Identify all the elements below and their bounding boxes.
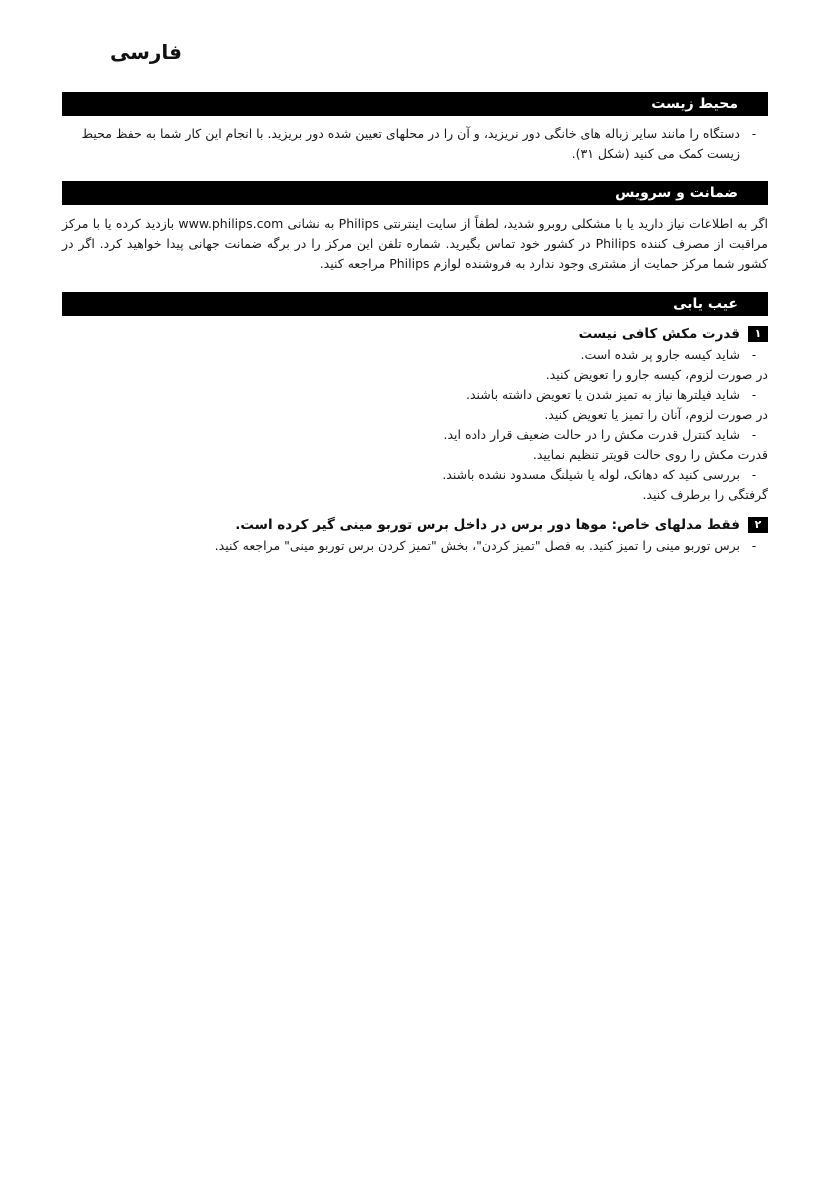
solution-text: گرفتگی را برطرف کنید. bbox=[642, 487, 768, 502]
solution-line bbox=[62, 365, 768, 385]
solution-line bbox=[62, 445, 768, 465]
solution-text: شاید کیسه جارو پر شده است. bbox=[580, 347, 740, 362]
bullet-dash: - bbox=[751, 467, 757, 482]
solution-text: بررسی کنید که دهانک، لوله یا شیلنگ مسدود نشده باشند. bbox=[442, 467, 740, 482]
environment-text: دستگاه را مانند سایر زباله های خانگی دور نریزید، و آن را در محلهای تعیین شده دور بریزید. با انجام این کار شما به حفظ محیط زیست کمک می کنید (شکل ۳۱). bbox=[81, 126, 740, 161]
solution-line bbox=[62, 385, 768, 405]
solution-text: شاید کنترل قدرت مکش را در حالت ضعیف قرار داده اید. bbox=[443, 427, 740, 442]
problem-title bbox=[62, 514, 768, 536]
problem-title bbox=[62, 323, 768, 345]
bullet-dash: - bbox=[751, 347, 757, 362]
solution-line bbox=[62, 485, 768, 505]
solution-line bbox=[62, 465, 768, 485]
section-heading-environment: محیط زیست bbox=[62, 92, 768, 116]
page-language-title: فارسی bbox=[110, 40, 183, 64]
bullet-dash: - bbox=[751, 427, 757, 442]
problem-item bbox=[62, 514, 768, 556]
solution-text: در صورت لزوم، آنان را تمیز یا تعویض کنید. bbox=[544, 407, 768, 422]
solution-text: قدرت مکش را روی حالت قویتر تنظیم نمایید. bbox=[532, 447, 768, 462]
solution-text: برس توربو مینی را تمیز کنید. به فصل "تمیز کردن"، بخش "تمیز کردن برس توربو مینی" مراجعه کنید. bbox=[214, 538, 740, 553]
solution-line bbox=[62, 345, 768, 365]
problem-title-text: فقط مدلهای خاص: موها دور برس در داخل برس توربو مینی گیر کرده است. bbox=[235, 517, 740, 533]
problem-title-text: قدرت مکش کافی نیست bbox=[578, 326, 740, 342]
solution-text: در صورت لزوم، کیسه جارو را تعویض کنید. bbox=[545, 367, 768, 382]
bullet-dash: - bbox=[751, 387, 757, 402]
bullet-dash: - bbox=[751, 126, 757, 141]
problem-number-badge: ۲ bbox=[748, 517, 768, 533]
section-heading-troubleshooting: عیب یابی bbox=[62, 292, 768, 316]
solution-line bbox=[62, 536, 768, 556]
warranty-paragraph: اگر به اطلاعات نیاز دارید یا با مشکلی روبرو شدید، لطفاً از سایت اینترنتی Philips به نشانی www.philips.com بازدید کرده یا با مرکز مراقبت از مصرف کننده Philips در کشور خود تماس بگیرید. شماره تلفن این مرکز را در برگه ضمانت جهانی پیدا خواهید کرد. اگر در کشور شما مرکز حمایت از مشتری وجود ندارد به فروشنده لوازم Philips مراجعه کنید. bbox=[62, 216, 768, 271]
problem-item bbox=[62, 323, 768, 505]
bullet-dash: - bbox=[751, 538, 757, 553]
section-heading-warranty: ضمانت و سرویس bbox=[62, 181, 768, 205]
problem-number-badge: ۱ bbox=[748, 326, 768, 342]
solution-text: شاید فیلترها نیاز به تمیز شدن یا تعویض داشته باشند. bbox=[465, 387, 740, 402]
solution-line bbox=[62, 425, 768, 445]
solution-line bbox=[62, 405, 768, 425]
environment-paragraph bbox=[62, 124, 768, 164]
